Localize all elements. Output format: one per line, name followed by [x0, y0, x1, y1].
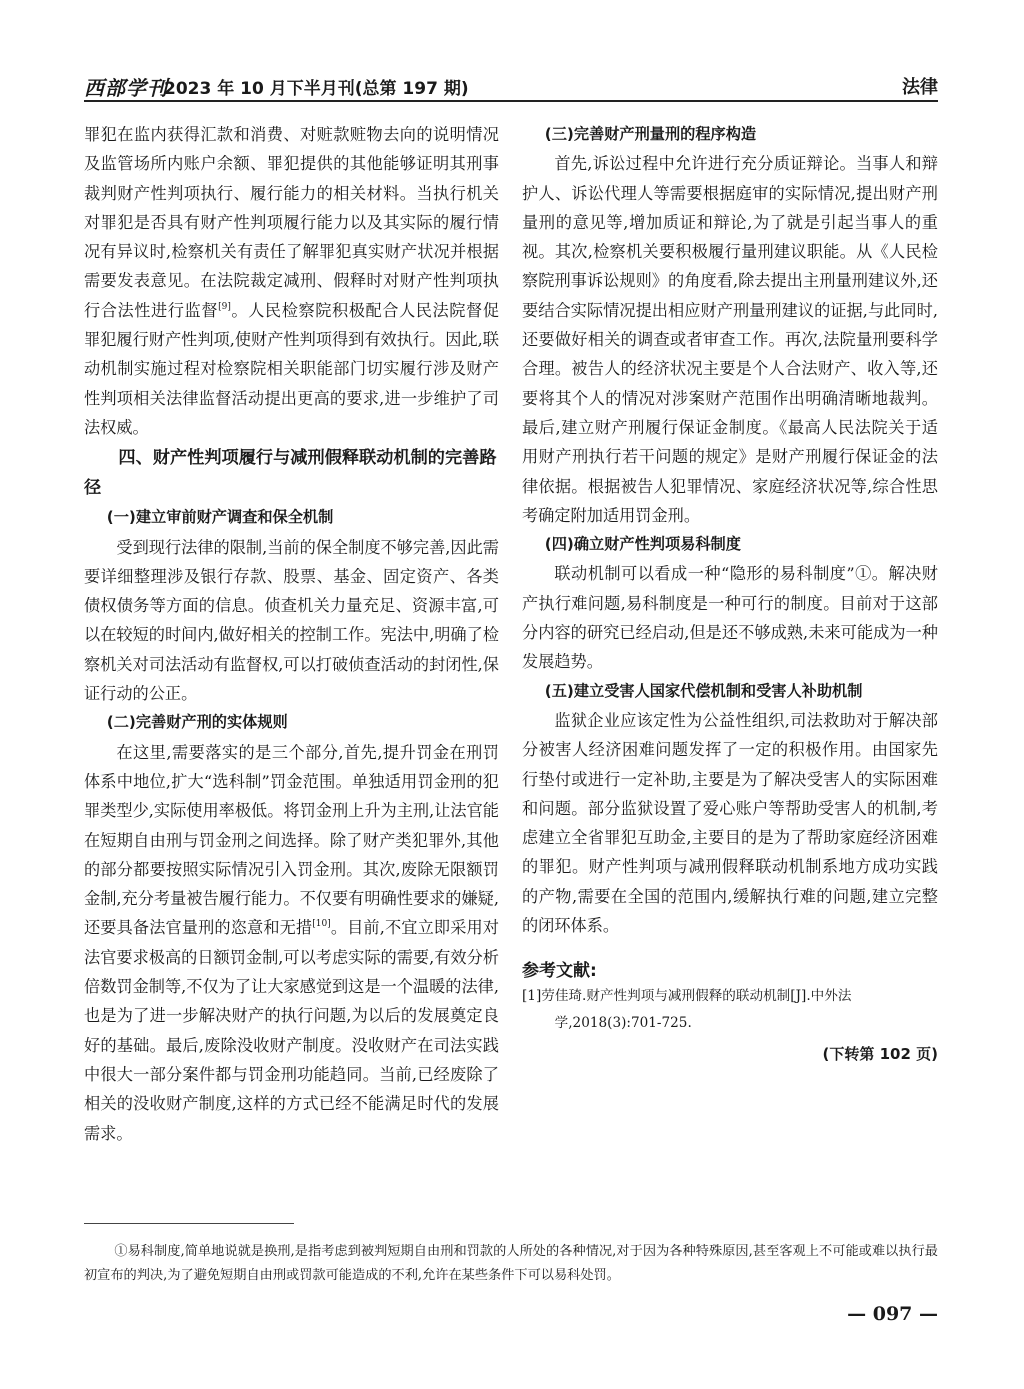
citation: [10]: [312, 919, 331, 930]
subsection-heading: (五)建立受害人国家代偿机制和受害人补助机制: [544, 681, 863, 700]
subsection-heading: (四)确立财产性判项易科制度: [544, 535, 741, 554]
references-title: 参考文献:: [522, 961, 597, 982]
paragraph: 首先,诉讼过程中允许进行充分质证辩论。当事人和辩护人、诉讼代理人等需要根据庭审的实际情况,提出财产刑量刑的意见等,增加质证和辩论,为了就是引起当事人的重视。其次,检察机关要积极履行量刑建议职能。从《人民检察院刑事诉讼规则》的角度看,除去提出主刑量刑建议外,还要结合实际情况提出相应财产刑量刑建议的证据,与此同时,还要做好相关的调查或者审查工作。再次,法院量刑要科学合理。被告人的经济状况主要是个人合法财产、收入等,还要将其个人的情况对涉案财产范围作出明确清晰地裁判。最后,建立财产刑履行保证金制度。《最高人民法院关于适用财产刑执行若干问题的规定》是财产刑履行保证金的法律依据。根据被告人犯罪情况、家庭经济状况等,综合性思考确定附加适用罚金刑。: [522, 154, 938, 525]
page-number: — 097 —: [847, 1303, 938, 1325]
subsection-heading: (二)完善财产刑的实体规则: [106, 713, 288, 732]
page-header: [84, 66, 938, 102]
citation: [9]: [218, 301, 231, 312]
left-column: [84, 120, 499, 1148]
paragraph: 监狱企业应该定性为公益性组织,司法救助对于解决部分被害人经济困难问题发挥了一定的积极作用。由国家先行垫付或进行一定补助,主要是为了解决受害人的实际困难和问题。部分监狱设置了爱心账户等帮助受害人的机制,考虑建立全省罪犯互助金,主要目的是为了帮助家庭经济困难的罪犯。财产性判项与减刑假释联动机制系地方成功实践的产物,需要在全国的范围内,缓解执行难的问题,建立完整的闭环体系。: [522, 710, 938, 936]
section-tag: 法律: [902, 77, 938, 98]
continued-note: (下转第 102 页): [822, 1045, 938, 1064]
footnote: ①易科制度,简单地说就是换刑,是指考虑到被判短期自由刑和罚款的人所处的各种情况,对于因为各种特殊原因,甚至客观上不可能或难以执行最初宣布的判决,为了避免短期自由刑或罚款可能造成的不利,允许在某些条件下可以易科处罚。: [84, 1244, 938, 1283]
paragraph: 联动机制可以看成一种“隐形的易科制度”①。解决财产执行难问题,易科制度是一种可行的制度。目前对于这部分内容的研究已经启动,但是还不够成熟,未来可能成为一种发展趋势。: [522, 564, 938, 672]
section-heading: 四、财产性判项履行与减刑假释联动机制的完善路径: [84, 448, 497, 499]
paragraph: 在这里,需要落实的是三个部分,首先,提升罚金在刑罚体系中地位,扩大“选科制”罚金范围。单独适用罚金刑的犯罪类型少,实际使用率极低。将罚金刑上升为主刑,让法官能在短期自由刑与罚金刑之间选择。除了财产类犯罪外,其他的部分都要按照实际情况引入罚金刑。其次,废除无限额罚金制,充分考量被告履行能力。不仅要有明确性要求的嫌疑,还要具备法官量刑的恣意和无措[10]。目前,不宜立即采用对法官要求极高的日额罚金制,可以考虑实际的需要,有效分析倍数罚金制等,不仅为了让大家感觉到这是一个温暖的法律,也是为了进一步解决财产的执行问题,为以后的发展奠定良好的基础。最后,废除没收财产制度。没收财产在司法实践中很大一部分案件都与罚金刑功能趋同。当前,已经废除了相关的没收财产制度,这样的方式已经不能满足时代的发展需求。: [84, 742, 499, 1143]
journal-logo: 西部学刊: [84, 76, 168, 100]
reference-item: [1]劳佳琦.财产性判项与减刑假释的联动机制[J].中外法学,2018(3):701-725.: [522, 988, 852, 1032]
right-column: [522, 120, 938, 1064]
issue-info: 2023 年 10 月下半月刊(总第 197 期): [164, 79, 469, 99]
subsection-heading: (三)完善财产刑量刑的程序构造: [544, 125, 757, 143]
subsection-heading: (一)建立审前财产调查和保全机制: [106, 508, 334, 527]
paragraph: 受到现行法律的限制,当前的保全制度不够完善,因此需要详细整理涉及银行存款、股票、基金、固定资产、各类债权债务等方面的信息。侦查机关力量充足、资源丰富,可以在较短的时间内,做好相关的控制工作。宪法中,明确了检察机关对司法活动有监督权,可以打破侦查活动的封闭性,保证行动的公正。: [84, 537, 499, 704]
footnote-divider: [84, 1223, 294, 1224]
paragraph: 罪犯在监内获得汇款和消费、对赃款赃物去向的说明情况及监管场所内账户余额、罪犯提供的其他能够证明其刑事裁判财产性判项执行、履行能力的相关材料。当执行机关对罪犯是否具有财产性判项履行能力以及其实际的履行情况有异议时,检察机关有责任了解罪犯真实财产状况并根据需要发表意见。在法院裁定减刑、假释时对财产性判项执行合法性进行监督[9]。人民检察院积极配合人民法院督促罪犯履行财产性判项,使财产性判项得到有效执行。因此,联动机制实施过程对检察院相关职能部门切实履行涉及财产性判项相关法律监督活动提出更高的要求,进一步维护了司法权威。: [84, 125, 500, 437]
